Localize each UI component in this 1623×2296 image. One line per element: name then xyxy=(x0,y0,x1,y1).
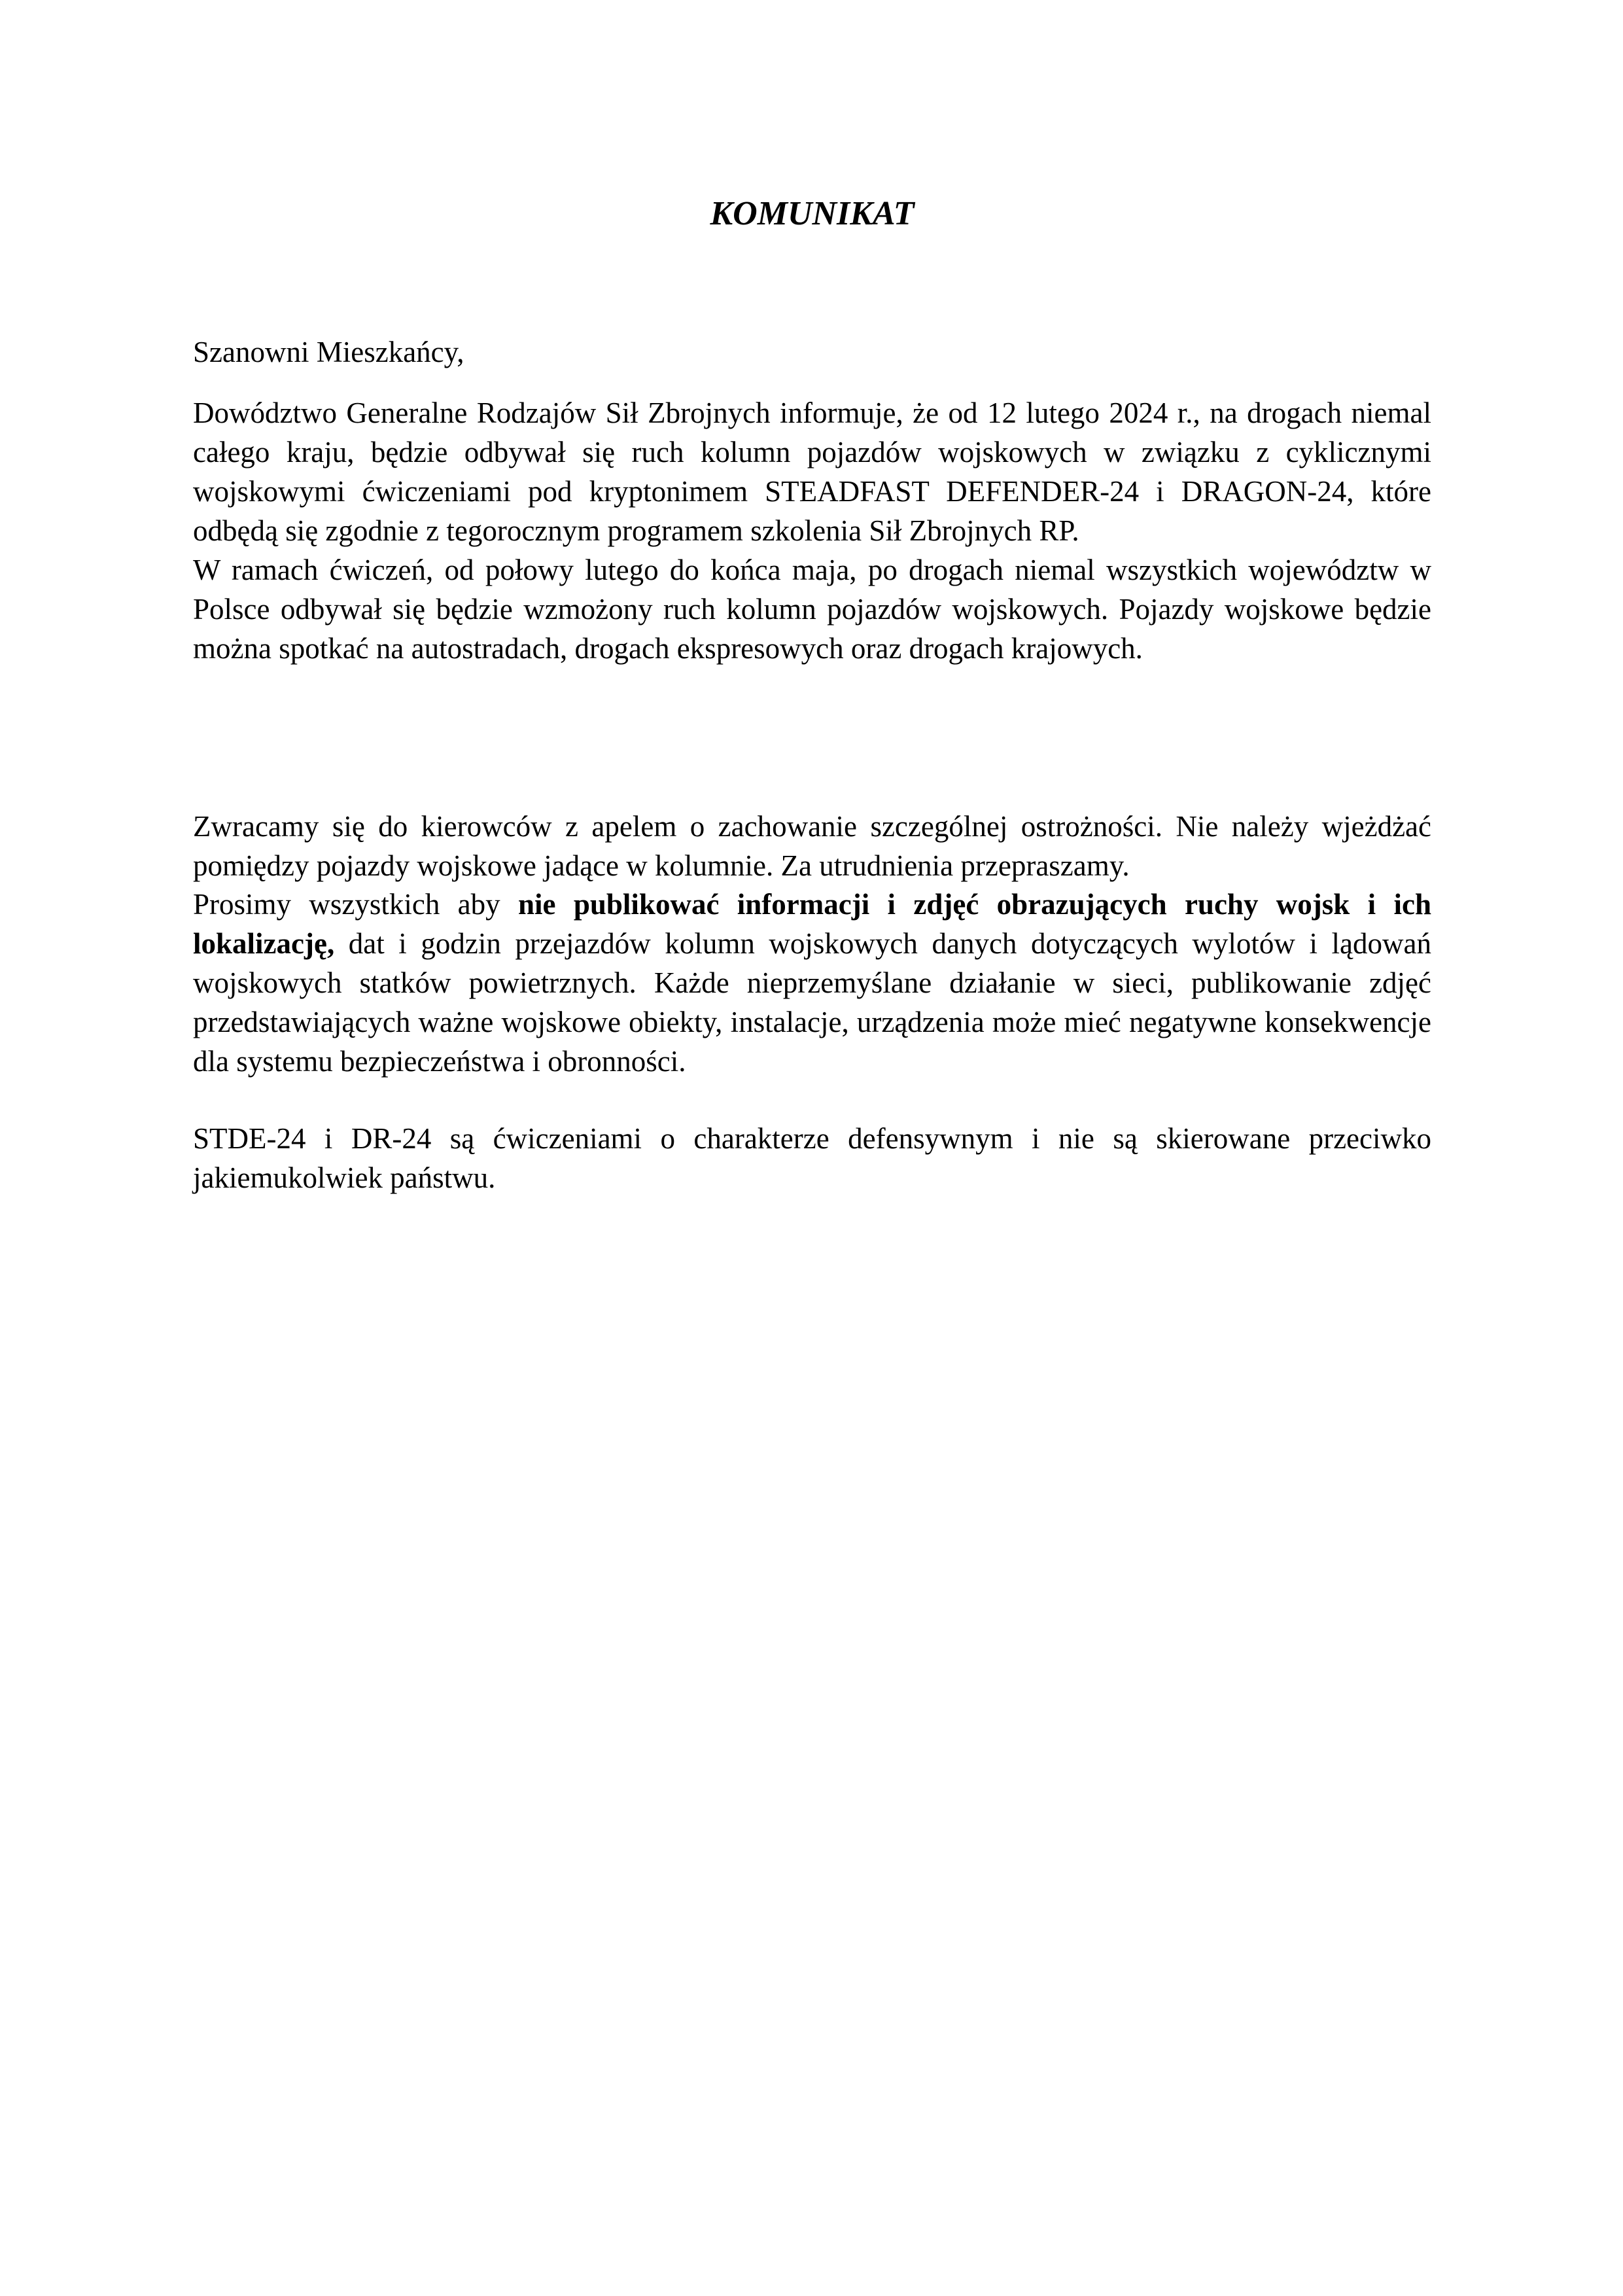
paragraph-drivers-appeal: Zwracamy się do kierowców z apelem o zachowanie szczególnej ostrożności. Nie należy wjeżdżać pomiędzy pojazdy wojskowe jadące w kolumnie. Za utrudnienia przepraszamy. xyxy=(193,810,1431,882)
publication-request-rest: dat i godzin przejazdów kolumn wojskowych danych dotyczących wylotów i lądowań wojskowych statków powietrznych. Każde nieprzemyślane działanie w sieci, publikowanie zdjęć przedstawiających ważne wojskowe obiekty, instalacje, urządzenia może mieć negatywne konsekwencje dla systemu bezpieczeństwa i obronności. xyxy=(193,927,1431,1078)
paragraph-exercise-period-text: W ramach ćwiczeń, od połowy lutego do końca maja, po drogach niemal wszystkich województw w Polsce odbywał się będzie wzmożony ruch kolumn pojazdów wojskowych. Pojazdy wojskowe będzie można spotkać na autostradach, drogach ekspresowych oraz drogach krajowych. xyxy=(193,554,1431,665)
paragraph-announcement xyxy=(193,393,1431,668)
paragraph-publication-request xyxy=(193,885,1431,1081)
paragraph-announcement-text: Dowództwo Generalne Rodzajów Sił Zbrojnych informuje, że od 12 lutego 2024 r., na drogach niemal całego kraju, będzie odbywał się ruch kolumn pojazdów wojskowych w związku z cyklicznymi wojskowymi ćwiczeniami pod kryptonimem STEADFAST DEFENDER-24 i DRAGON-24, które odbędą się zgodnie z tegorocznym programem szkolenia Sił Zbrojnych RP. xyxy=(193,397,1431,547)
document-title: KOMUNIKAT xyxy=(710,195,915,232)
paragraph-defensive-note: STDE-24 i DR-24 są ćwiczeniami o charakterze defensywnym i nie są skierowane przeciwko jakiemukolwiek państwu. xyxy=(193,1122,1431,1194)
salutation: Szanowni Mieszkańcy, xyxy=(193,336,464,368)
publication-request-lead: Prosimy wszystkich aby xyxy=(193,888,518,921)
publication-request-bold: nie publikować informacji i zdjęć obrazujących ruchy wojsk i ich lokalizację, xyxy=(193,888,1431,960)
